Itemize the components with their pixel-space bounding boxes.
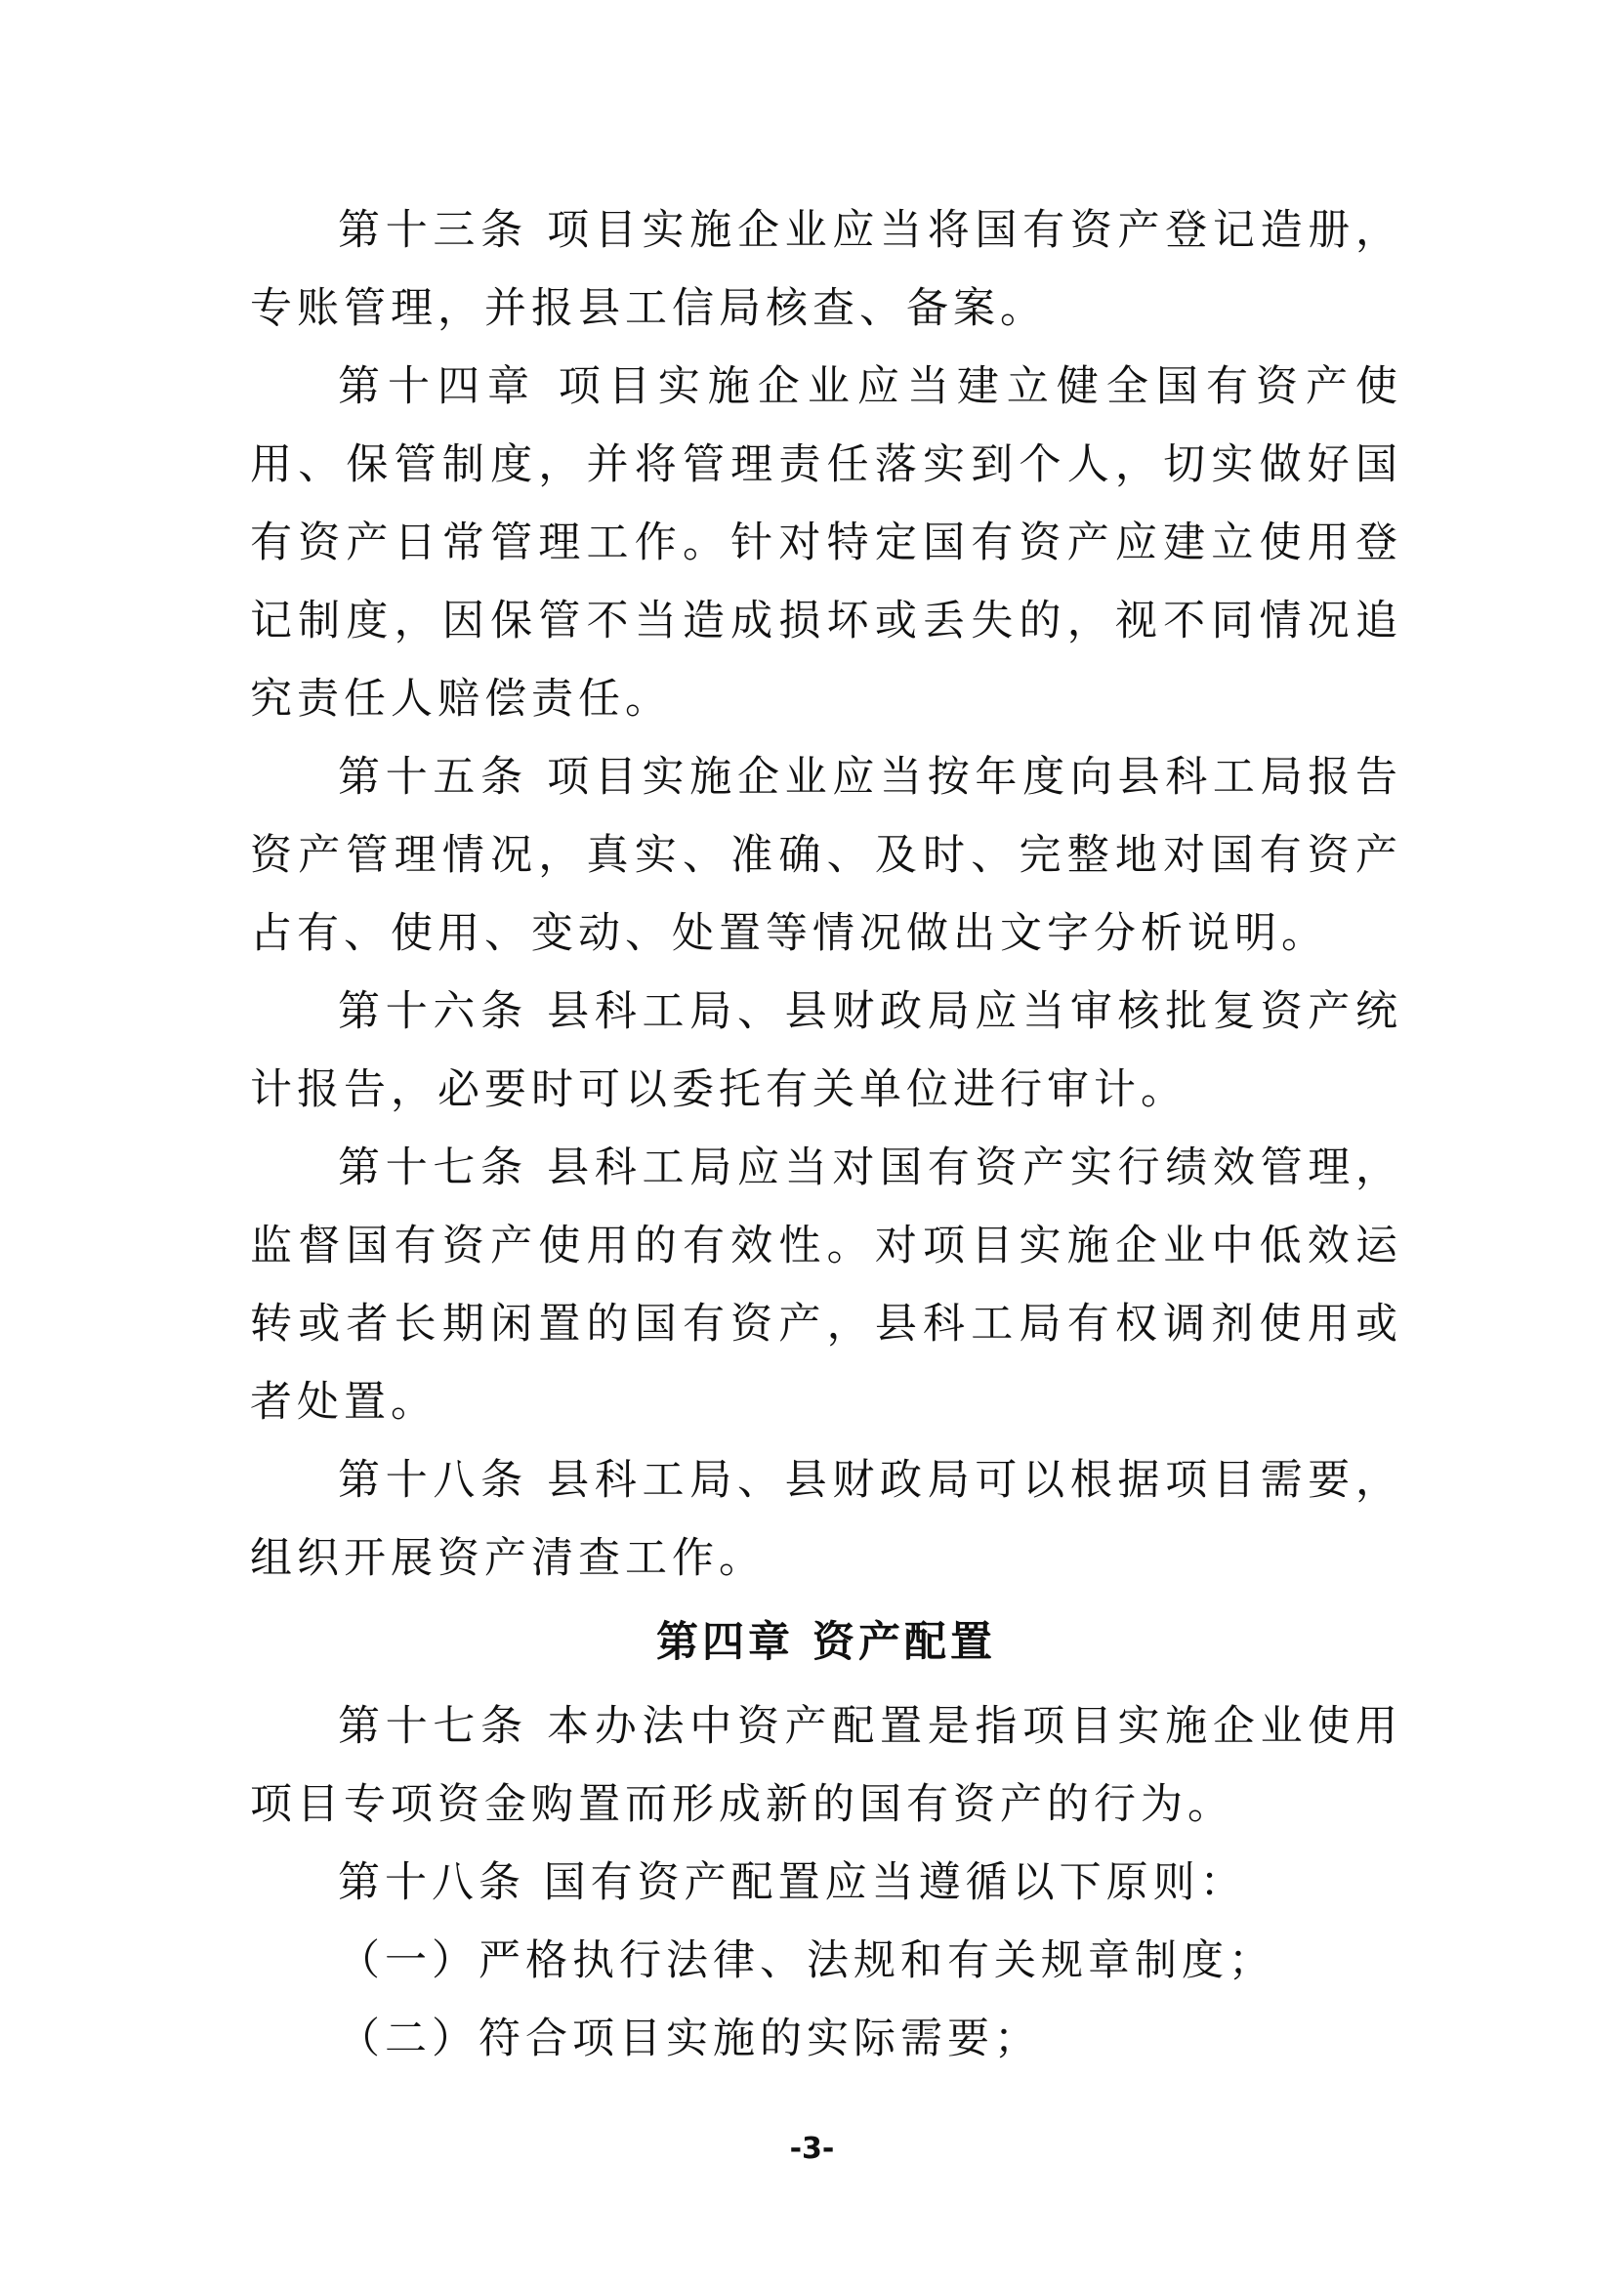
list-item-1: （一）严格执行法律、法规和有关规章制度； (338, 1936, 1275, 1985)
article-17: 第十七条 县科工局应当对国有资产实行绩效管理，监督国有资产使用的有效性。对项目实施企业中低效运转或者长期闲置的国有资产，县科工局有权调剂使用或者处置。 (250, 1143, 1402, 1427)
article-16: 第十六条 县科工局、县财政局应当审核批复资产统计报告，必要时可以委托有关单位进行审计。 (250, 987, 1402, 1114)
page-number: -3- (789, 2132, 835, 2166)
article-18-principles: 第十八条 国有资产配置应当遵循以下原则： (338, 1858, 1247, 1907)
article-18: 第十八条 县科工局、县财政局可以根据项目需要，组织开展资产清查工作。 (250, 1456, 1402, 1583)
article-17-asset-config: 第十七条 本办法中资产配置是指项目实施企业使用项目专项资金购置而形成新的国有资产的行为。 (250, 1702, 1402, 1829)
chapter-heading: 第四章 资产配置 (656, 1618, 996, 1667)
article-13: 第十三条 项目实施企业应当将国有资产登记造册，专账管理，并报县工信局核查、备案。 (250, 206, 1402, 333)
article-14: 第十四章 项目实施企业应当建立健全国有资产使用、保管制度，并将管理责任落实到个人，切实做好国有资产日常管理工作。针对特定国有资产应建立使用登记制度，因保管不当造成损坏或丢失的，视不同情况追究责任人赔偿责任。 (250, 362, 1402, 724)
list-item-2: （二）符合项目实施的实际需要； (338, 2015, 1041, 2063)
document-body (250, 191, 1402, 2078)
article-15: 第十五条 项目实施企业应当按年度向县科工局报告资产管理情况，真实、准确、及时、完整地对国有资产占有、使用、变动、处置等情况做出文字分析说明。 (250, 753, 1402, 958)
